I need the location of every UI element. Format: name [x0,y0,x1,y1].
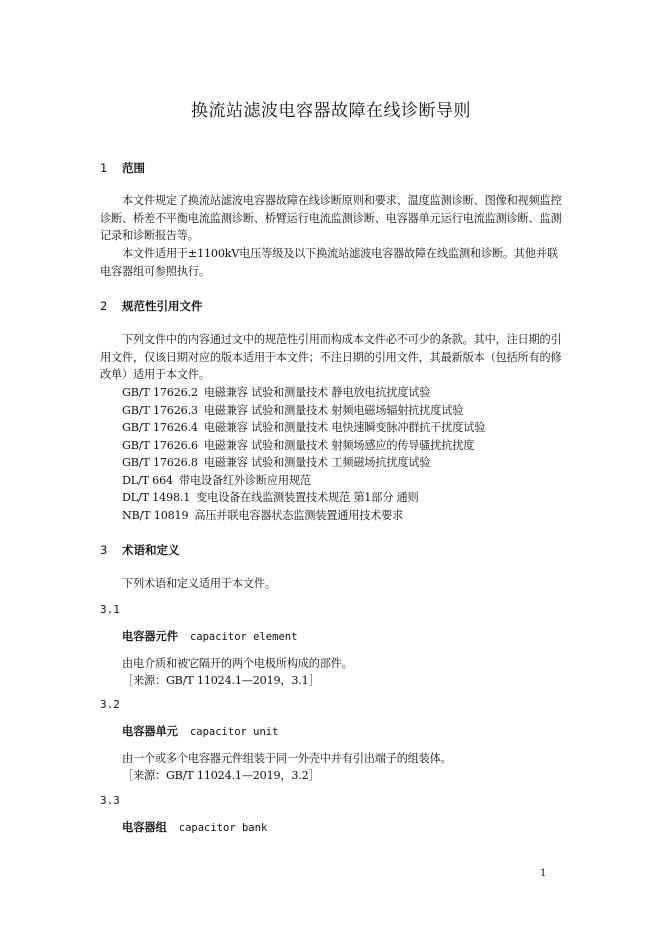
reference-title: 高压并联电容器状态监测装置通用技术要求 [194,508,404,522]
term-english: capacitor unit [189,726,279,738]
reference-code: GB/T 17626.8 [122,456,198,469]
section-heading-scope [100,160,145,176]
reference-title: 电磁兼容 试验和测量技术 静电放电抗扰度试验 [203,386,431,399]
reference-item [122,384,485,402]
reference-item [122,507,485,525]
reference-title: 带电设备红外诊断应用规范 [178,473,311,487]
section-heading-terms-definitions [100,542,180,558]
section-title: 范围 [122,161,146,175]
section-number: 3 [100,543,108,557]
term-definition: 由电介质和被它隔开的两个电极所构成的部件。 [122,657,353,670]
reference-code: NB/T 10819 [122,508,189,522]
page-number: 1 [540,868,547,879]
clause-number: 3.1 [100,603,120,616]
reference-code: GB/T 17626.3 [122,403,198,417]
term-chinese: 电容器单元 [122,725,178,738]
reference-title: 变电设备在线监测装置技术规范 第1部分 通则 [196,491,419,504]
section-title: 规范性引用文件 [122,299,203,313]
reference-code: GB/T 17626.2 [122,386,198,399]
reference-code: DL/T 664 [122,473,173,487]
reference-item [122,472,485,490]
reference-code: DL/T 1498.1 [122,491,191,504]
scope-paragraph-1: 本文件规定了换流站滤波电容器故障在线诊断原则和要求、温度监测诊断、图像和视频监控诊断、桥差不平衡电流监测诊断、桥臂运行电流监测诊断、电容器单元运行电流监测诊断、监测记录和诊断报告等。 [100,194,562,242]
reference-item [122,402,485,420]
reference-title: 电磁兼容 试验和测量技术 射频电磁场辐射抗扰度试验 [203,403,464,417]
section-title: 术语和定义 [122,543,180,557]
term-definition: 由一个或多个电容器元件组装于同一外壳中并有引出端子的组装体。 [122,752,452,765]
term-entry [122,723,278,739]
reference-code: GB/T 17626.6 [122,438,198,452]
reference-code: GB/T 17626.4 [122,421,198,434]
section-number: 1 [100,161,108,175]
term-source: ［来源：GB/T 11024.1—2019，3.1］ [122,674,320,687]
terms-intro: 下列术语和定义适用于本文件。 [122,577,276,590]
term-entry [122,628,297,644]
clause-number: 3.2 [100,698,120,711]
reference-item [122,437,485,455]
page-title: 换流站滤波电容器故障在线诊断导则 [191,101,471,121]
section-number: 2 [100,299,108,313]
section-heading-normative-references [100,298,203,314]
term-english: capacitor element [189,631,298,643]
term-chinese: 电容器元件 [122,630,178,643]
term-chinese: 电容器组 [122,821,167,834]
term-english: capacitor bank [178,822,268,834]
reference-title: 电磁兼容 试验和测量技术 射频场感应的传导骚扰抗扰度 [203,438,475,452]
clause-number: 3.3 [100,794,120,807]
term-source: ［来源：GB/T 11024.1—2019，3.2］ [122,769,320,782]
reference-title: 电磁兼容 试验和测量技术 工频磁场抗扰度试验 [203,456,431,469]
reference-item [122,419,485,437]
reference-item [122,489,485,507]
scope-paragraph-2: 本文件适用于±1100kV电压等级及以下换流站滤波电容器故障在线监测和诊断。其他并联电容器组可参照执行。 [100,247,558,278]
reference-list [122,384,485,524]
references-intro: 下列文件中的内容通过文中的规范性引用而构成本文件必不可少的条款。其中，注日期的引用文件，仅该日期对应的版本适用于本文件；不注日期的引用文件，其最新版本（包括所有的修改单）适用于本文件。 [100,333,562,381]
reference-title: 电磁兼容 试验和测量技术 电快速瞬变脉冲群抗干扰度试验 [203,421,486,434]
term-entry [122,819,267,835]
reference-item [122,454,485,472]
